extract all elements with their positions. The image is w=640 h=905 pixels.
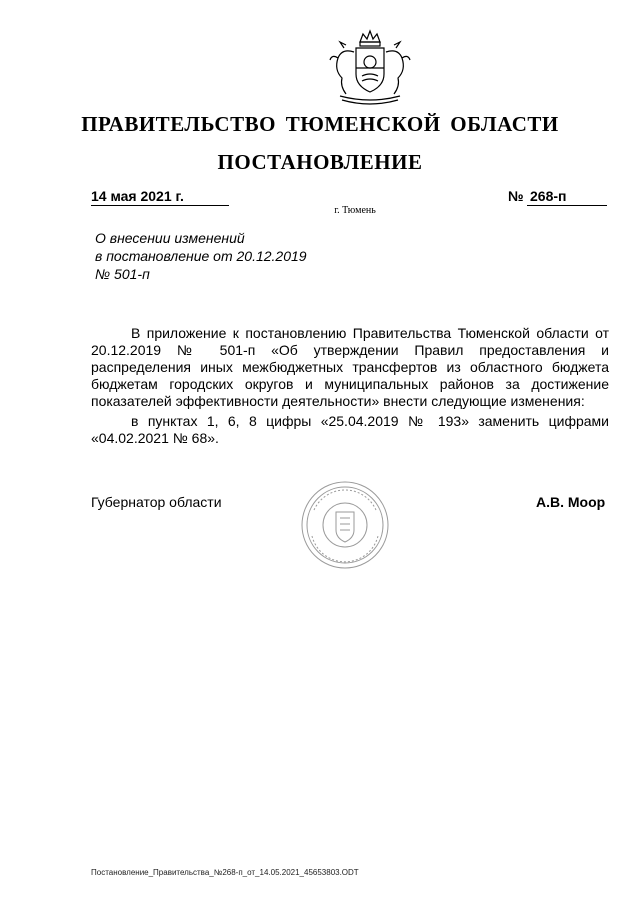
document-subject (95, 229, 307, 283)
document-date: 14 мая 2021 г. (91, 188, 229, 206)
official-seal-icon (300, 480, 390, 570)
body-paragraph: В приложение к постановлению Правительства Тюменской области от 20.12.2019 № 501-п «Об утверждении Правил предоставления и распределения иных межбюджетных трансфертов из областного бюджета бюджетам городских округов и муниципальных районов за достижение показателей эффективности деятельности» внести следующие изменения: (91, 325, 609, 409)
number-sign: № (508, 188, 524, 204)
signer-name: А.В. Моор (536, 494, 606, 510)
subject-line: в постановление от 20.12.2019 (95, 248, 307, 264)
subject-line: О внесении изменений (95, 230, 245, 246)
coat-of-arms-icon (318, 28, 422, 108)
document-type-title: ПОСТАНОВЛЕНИЕ (217, 150, 423, 174)
body-paragraph: в пунктах 1, 6, 8 цифры «25.04.2019 № 193» заменить цифрами «04.02.2021 № 68». (91, 413, 609, 446)
signer-position: Губернатор области (91, 494, 222, 510)
subject-line: № 501-п (95, 266, 150, 282)
document-number: 268-п (527, 188, 607, 206)
city-label: г. Тюмень (334, 205, 376, 216)
file-footer: Постановление_Правительства_№268-п_от_14.05.2021_45653803.ODT (91, 868, 359, 877)
government-title: ПРАВИТЕЛЬСТВО ТЮМЕНСКОЙ ОБЛАСТИ (81, 112, 559, 136)
